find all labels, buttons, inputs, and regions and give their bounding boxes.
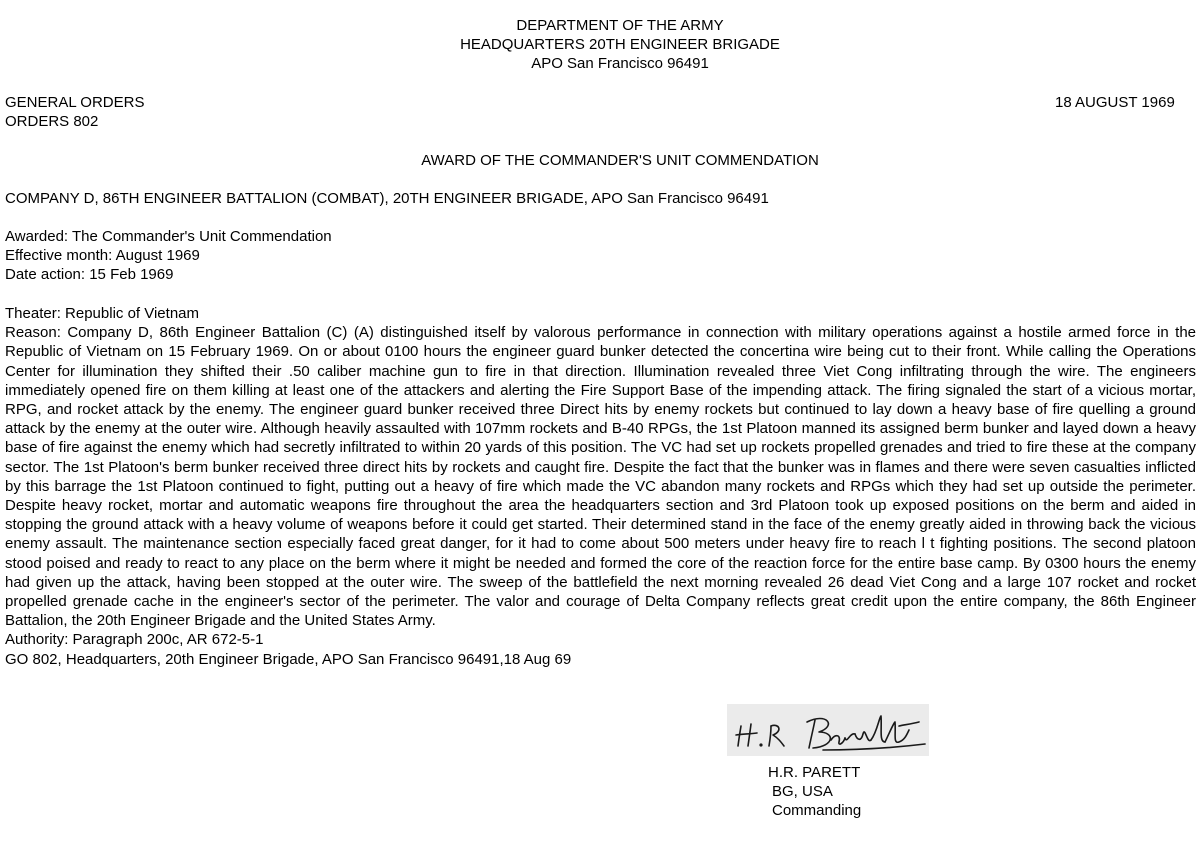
date-action-line: Date action: 15 Feb 1969: [5, 266, 174, 284]
unit-designation: COMPANY D, 86TH ENGINEER BATTALION (COMBAT), 20TH ENGINEER BRIGADE, APO San Francisco 96491: [5, 190, 769, 207]
effective-month-line: Effective month: August 1969: [5, 247, 200, 265]
signer-name: H.R. PARETT: [768, 764, 861, 781]
general-orders-label: GENERAL ORDERS: [5, 94, 145, 111]
orders-identifier: [5, 93, 144, 131]
document-header: [0, 16, 1202, 74]
signature-block: [768, 763, 861, 821]
awarded-line: Awarded: The Commander's Unit Commendation: [5, 228, 332, 245]
orders-number: ORDERS 802: [5, 113, 99, 131]
handwritten-signature: [727, 704, 929, 756]
signer-rank: BG, USA: [772, 783, 833, 801]
reason-paragraph: Reason: Company D, 86th Engineer Battalion (C) (A) distinguished itself by valorous performance in connection with military operations against a hostile armed force in the Republic of Vietnam on 15 February 1969. On or about 0100 hours the engineer guard bunker detected the concertina wire being cut to their front. While calling the Operations Center for illumination they shifted their .50 caliber machine gun to fire in that direction. Illumination revealed three Viet Cong infiltrating through the wire. The engineers immediately opened fire on them killing at least one of the attackers and alerting the Fire Support Base of the impending attack. The firing signaled the start of a vicious mortar, RPG, and rocket attack by the enemy. The engineer guard bunker received three Direct hits by enemy rockets but continued to lay down a heavy base of fire quelling a ground attack by the enemy at the outer wire. Although heavily assaulted with 107mm rockets and B-40 RPGs, the 1st Platoon manned its assigned berm bunker and layed down a heavy base of fire against the enemy which had secretly infiltrated to within 20 yards of this position. The VC had set up rockets propelled grenades and tried to fire these at the company sector. The 1st Platoon's berm bunker received three direct hits by rockets and caught fire. Despite the fact that the bunker was in flames and there were seven casualties inflicted by this barrage the 1st Platoon continued to fight, putting out a heavy of fire which made the VC abandon many rockets and RPGs which they had set up outside the perimeter. Despite heavy rocket, mortar and automatic weapons fire throughout the area the headquarters section and 3rd Platoon took up exposed positions on the berm and aided in stopping the ground attack with a heavy volume of weapons before it could get started. Their determined stand in the face of the enemy greatly aided in throwing back the vicious enemy assault. The maintenance section especially faced great danger, for it had to come about 500 meters under heavy fire to reach l t fighting positions. The second platoon stood poised and ready to react to any place on the berm where it might be needed and formed the core of the reaction force for the entire base camp. By 0300 hours the enemy had given up the attack, having been stopped at the outer wire. The sweep of the battlefield the next morning revealed 26 dead Viet Cong and a large 107 rocket and rocket propelled grenade cache in the engineer's sector of the perimeter. The valor and courage of Delta Company reflects great credit upon the entire company, the 86th Engineer Battalion, the 20th Engineer Brigade and the United States Army.: [5, 324, 1196, 630]
orders-date: 18 AUGUST 1969: [1055, 94, 1175, 111]
award-info: [5, 227, 332, 285]
theater-line: Theater: Republic of Vietnam: [5, 305, 199, 322]
headquarters-line: HEADQUARTERS 20TH ENGINEER BRIGADE: [460, 36, 780, 54]
signature-scribble: [727, 704, 929, 756]
signer-title: Commanding: [772, 802, 862, 820]
apo-line: APO San Francisco 96491: [531, 55, 709, 73]
department-line: DEPARTMENT OF THE ARMY: [516, 17, 724, 34]
go-reference-line: GO 802, Headquarters, 20th Engineer Brigade, APO San Francisco 96491,18 Aug 69: [5, 650, 572, 668]
authority-line: Authority: Paragraph 200c, AR 672-5-1: [5, 631, 264, 649]
award-title: AWARD OF THE COMMANDER'S UNIT COMMENDATION: [421, 152, 819, 169]
citation-body: [5, 304, 1196, 669]
